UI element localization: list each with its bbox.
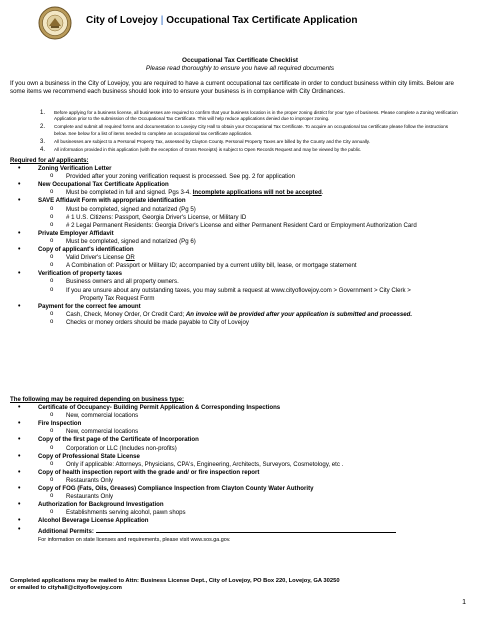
- list-item: • Authorization for Background Investigation: [10, 501, 470, 509]
- list-subitem: o New, commercial locations: [10, 412, 470, 420]
- numbered-item: 3. All businesses are subject to a Personal Property Tax, assessed by Clayton County. Personal Property Taxes are billed by the County and the City annually.: [40, 138, 371, 145]
- list-item: • Additional Permits:: [10, 526, 470, 536]
- org-name: City of Lovejoy: [86, 15, 158, 26]
- list-subitem: o # 2 Legal Permanent Residents: Georgia Driver's License and either Permanent Resident Card or Employment Authorization Card: [10, 222, 470, 230]
- list-item: • SAVE Affidavit Form with appropriate identification: [10, 197, 470, 205]
- state-license-note: For information on state licenses and requirements, please visit www.sos.ga.gov.: [38, 536, 231, 543]
- list-subitem: o Cash, Check, Money Order, Or Credit Card; An invoice will be provided after your application is submitted and processed.: [10, 311, 470, 319]
- checklist-title: Occupational Tax Certificate Checklist: [181, 57, 298, 64]
- numbered-list: [40, 110, 460, 155]
- list-item: • Verification of property taxes: [10, 270, 470, 278]
- required-all-section: [10, 157, 470, 327]
- list-subitem: o Must be completed, signed and notarized (Pg 6): [10, 238, 470, 246]
- list-subitem: o Checks or money orders should be made payable to City of Lovejoy: [10, 319, 470, 327]
- list-item: • Payment for the correct fee amount: [10, 303, 470, 311]
- list-subitem: o Business owners and all property owners.: [10, 278, 470, 286]
- list-subitem: o If you are unsure about any outstanding taxes, you may submit a request at www.cityoflovejoy.com > Government > City Clerk >: [10, 287, 470, 295]
- footer-email-line: or emailed to cityhall@cityoflovejoy.com: [10, 585, 122, 592]
- required-maybe-section: [10, 396, 470, 544]
- list-subitem: o New, commercial locations: [10, 428, 470, 436]
- list-item: • Copy of the first page of the Certificate of Incorporation: [10, 436, 470, 444]
- numbered-item: 2. Complete and submit all required forms and documentation to Lovejoy City Hall to obtain your Occupational Tax Certificate. To acquire an occupational tax certificate please follow the instructions below. See below for a list of items needed to complete an occupational tax certificate application.: [40, 124, 449, 136]
- list-item: • Copy of health inspection report with the grade and/ or fire inspection report: [10, 469, 470, 477]
- page-title: [86, 15, 357, 26]
- footer-mail-line: Completed applications may be mailed to Attn: Business License Dept., City of Lovejoy, PO Box 220, Lovejoy, GA 30250: [10, 578, 340, 584]
- list-subitem: o # 1 U.S. Citizens: Passport, Georgia Driver's License, or Military ID: [10, 214, 470, 222]
- list-item: • New Occupational Tax Certificate Application: [10, 181, 470, 189]
- list-subitem: o Restaurants Only: [10, 493, 470, 501]
- city-seal-icon: [38, 6, 72, 40]
- list-subitem: o Corporation or LLC (Includes non-profits): [10, 445, 470, 453]
- list-subitem-continued: Property Tax Request Form: [80, 294, 155, 302]
- list-item: • Copy of Professional State License: [10, 453, 470, 461]
- mailing-footer: [10, 578, 340, 593]
- list-item: • Zoning Verification Letter: [10, 165, 470, 173]
- list-item: • Fire Inspection: [10, 420, 470, 428]
- list-subitem: o Valid Driver's License OR: [10, 254, 470, 262]
- intro-paragraph: If you own a business in the City of Lovejoy, you are required to have a current occupational tax certificate in order to conduct business within city limits. Below are some items we recommend each business should look into to ensure your business is in compliance with City Ordinances.: [10, 80, 454, 96]
- numbered-item: 4. All information provided in this application (with the exception of Gross Receipts) is subject to Open Records Request and may be viewed by the public.: [40, 147, 362, 154]
- checklist-subtitle: Please read thoroughly to ensure you have all required documents: [145, 65, 335, 72]
- list-item: • Alcohol Beverage License Application: [10, 517, 470, 525]
- required-maybe-heading: The following may be required depending on business type:: [10, 396, 185, 403]
- list-item: • Private Employer Affidavit: [10, 230, 470, 238]
- list-subitem: o Only if applicable: Attorneys, Physicians, CPA's, Engineering, Architects, Surveyors, Cosmetology, etc .: [10, 461, 470, 469]
- list-subitem: o Establishments serving alcohol, pawn shops: [10, 509, 470, 517]
- list-subitem: o Must be completed, signed and notarized (Pg 5): [10, 206, 470, 214]
- list-item: • Copy of FOG (Fats, Oils, Greases) Compliance Inspection from Clayton County Water Authority: [10, 485, 470, 493]
- page-number: 1: [462, 599, 466, 606]
- list-item: • Certificate of Occupancy- Building Permit Application & Corresponding Inspections: [10, 404, 470, 412]
- required-all-heading: Required for all applicants:: [10, 157, 89, 164]
- document-title: Occupational Tax Certificate Application: [166, 15, 358, 26]
- numbered-item: 1. Before applying for a business license, all businesses are required to confirm that your business location is in the proper zoning district for your type of business. Please complete a Zoning Verification Application prior to the submission of the Occupational Tax Certificate. This will help reduce applications denied due to improper zoning.: [40, 110, 458, 122]
- additional-permits-blank: [96, 526, 396, 533]
- title-separator: |: [160, 15, 164, 26]
- list-subitem: o Provided after your zoning verification request is processed. See pg. 2 for application: [10, 173, 470, 181]
- list-subitem: o Must be completed in full and signed. Pgs 3-4. Incomplete applications will not be accepted.: [10, 189, 470, 197]
- list-subitem: o Restaurants Only: [10, 477, 470, 485]
- page-header: [38, 6, 458, 40]
- list-item: • Copy of applicant's identification: [10, 246, 470, 254]
- list-subitem: o A Combination of: Passport or Military ID; accompanied by a current utility bill, lease, or mortgage statement: [10, 262, 470, 270]
